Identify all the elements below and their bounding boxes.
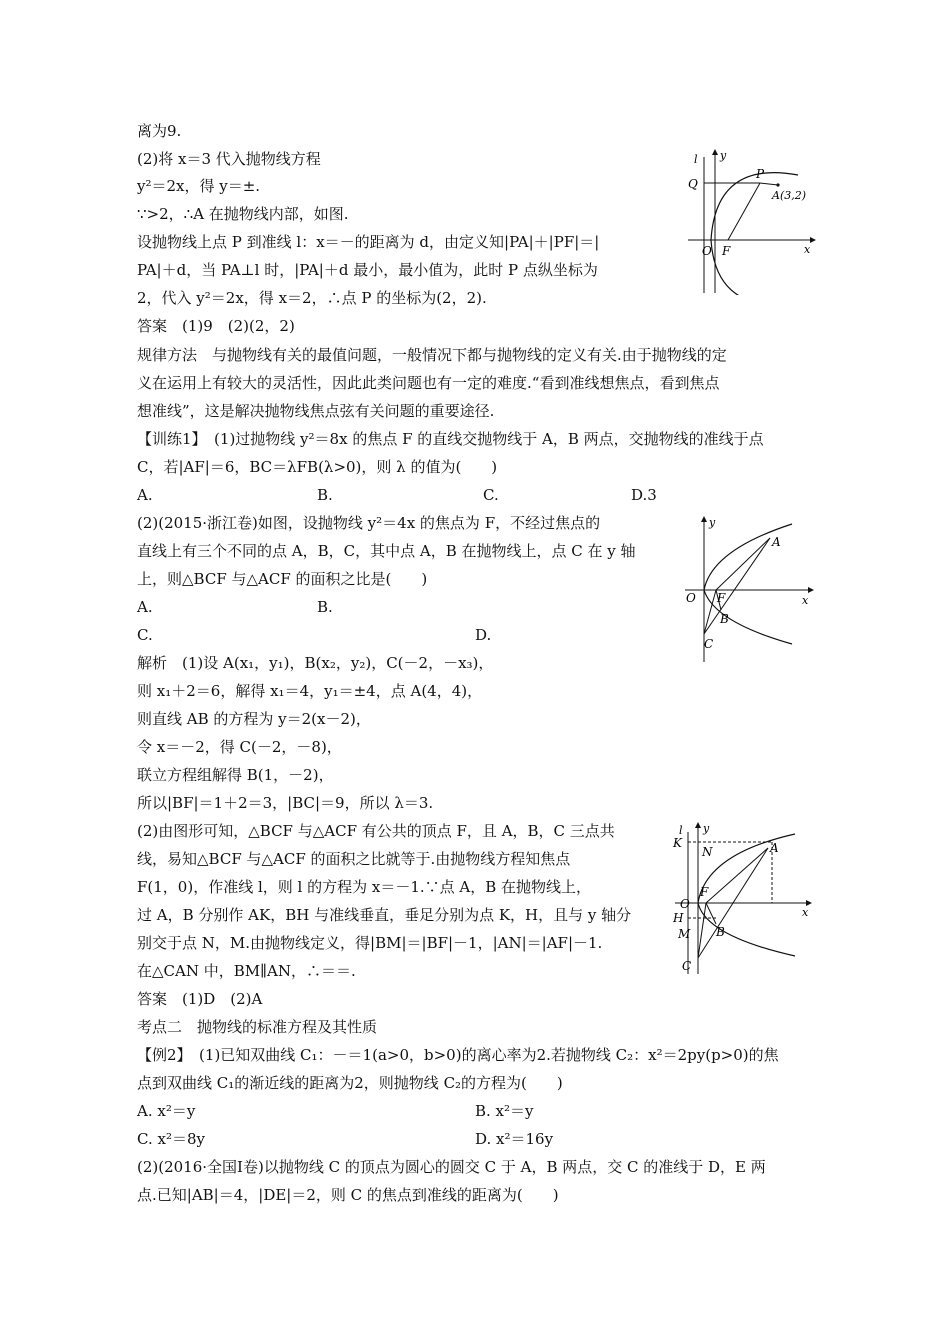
text-line: (2)(2015·浙江卷)如图，设抛物线 y²＝4x 的焦点为 F，不经过焦点的 <box>137 514 601 532</box>
segment-fc <box>704 590 716 634</box>
point-a <box>776 183 779 186</box>
label-f: F <box>717 591 726 605</box>
option-b: B. <box>317 598 333 616</box>
text-line: 上，则△BCF 与△ACF 的面积之比是( ) <box>137 570 428 588</box>
label-k: K <box>673 836 682 850</box>
label-y: y <box>720 149 727 162</box>
text-line: y²＝2x，得 y＝±. <box>137 177 261 195</box>
label-l: l <box>694 153 698 166</box>
option-a: A. <box>137 598 153 616</box>
figure-parabola-1 <box>680 145 820 295</box>
option-d: D. <box>475 626 492 644</box>
x-arrow <box>808 587 814 593</box>
y-arrow <box>712 149 718 155</box>
label-o: O <box>686 591 696 605</box>
text-line: 直线上有三个不同的点 A，B，C，其中点 A，B 在抛物线上，点 C 在 y 轴 <box>137 542 636 560</box>
text-line: F(1，0)，作准线 l，则 l 的方程为 x＝－1.∵点 A，B 在抛物线上， <box>137 878 592 896</box>
y-arrow <box>695 822 701 828</box>
segment-pf <box>728 183 760 240</box>
y-arrow <box>701 516 707 522</box>
option-d: D.3 <box>631 486 657 504</box>
text-line: 2，代入 y²＝2x，得 x＝2，∴点 P 的坐标为(2，2). <box>137 289 487 307</box>
text-line: 过 A，B 分别作 AK，BH 与准线垂直，垂足分别为点 K，H，且与 y 轴分 <box>137 906 632 924</box>
text-line: 令 x＝－2，得 C(－2，－8)， <box>137 738 342 756</box>
text-line: 义在运用上有较大的灵活性，因此此类问题也有一定的难度.“看到准线想焦点，看到焦点 <box>137 374 720 392</box>
text-line: 设抛物线上点 P 到准线 l：x＝－的距离为 d，由定义知|PA|＋|PF|＝| <box>137 233 600 251</box>
option-c: C. x²＝8y <box>137 1130 205 1148</box>
label-f: F <box>722 244 731 258</box>
segment-fa <box>706 848 768 903</box>
text-line: 在△CAN 中，BM∥AN，∴＝＝. <box>137 962 356 980</box>
label-o: O <box>702 244 712 258</box>
text-line: 解析 (1)设 A(x₁，y₁)，B(x₂，y₂)，C(－2，－x₃)， <box>137 654 494 672</box>
label-a: A(3,2) <box>772 189 807 202</box>
label-f: F <box>700 885 709 899</box>
label-l: l <box>679 824 683 837</box>
text-line: PA|＋d，当 PA⊥l 时，|PA|＋d 最小，最小值为，此时 P 点纵坐标为 <box>137 261 598 279</box>
text-line: (2)由图形可知，△BCF 与△ACF 有公共的顶点 F，且 A，B，C 三点共 <box>137 822 615 840</box>
answer-line: 答案 (1)9 (2)(2，2) <box>137 317 295 335</box>
option-a: A. <box>137 486 153 504</box>
label-a: A <box>770 841 779 855</box>
option-c: C. <box>483 486 499 504</box>
option-b: B. x²＝y <box>475 1102 534 1120</box>
text-line: 则 x₁＋2＝6，解得 x₁＝4，y₁＝±4，点 A(4，4)， <box>137 682 483 700</box>
text-line: 想准线”，这是解决抛物线焦点弦有关问题的重要途径. <box>137 402 495 420</box>
text-line: ∵>2，∴A 在抛物线内部，如图. <box>137 205 349 223</box>
label-o: O <box>680 897 690 911</box>
exercise-heading: 【训练1】 (1)过抛物线 y²＝8x 的焦点 F 的直线交抛物线于 A，B 两点，交抛物线的准线于点 <box>137 430 764 448</box>
answer-line: 答案 (1)D (2)A <box>137 990 263 1008</box>
label-b: B <box>716 925 725 939</box>
figure-parabola-3 <box>670 818 820 978</box>
option-d: D. x²＝16y <box>475 1130 554 1148</box>
label-p: P <box>756 167 765 181</box>
label-n: N <box>702 845 713 859</box>
text-line: 规律方法 与抛物线有关的最值问题，一般情况下都与抛物线的定义有关.由于抛物线的定 <box>137 346 727 364</box>
segment-fb <box>706 903 716 924</box>
label-c: C <box>682 959 692 973</box>
text-line: 线，易知△BCF 与△ACF 的面积之比就等于.由抛物线方程知焦点 <box>137 850 571 868</box>
label-h: H <box>673 911 684 925</box>
text-line: 则直线 AB 的方程为 y＝2(x－2)， <box>137 710 371 728</box>
text-line: 所以|BF|＝1＋2＝3，|BC|＝9，所以 λ＝3. <box>137 794 434 812</box>
label-x: x <box>802 906 809 919</box>
figure-parabola-2 <box>680 510 820 665</box>
label-y: y <box>709 516 716 529</box>
text-line: 别交于点 N，M.由抛物线定义，得|BM|＝|BF|－1，|AN|＝|AF|－1. <box>137 934 603 952</box>
label-a: A <box>772 535 781 549</box>
segment-pa <box>760 183 778 185</box>
x-arrow <box>810 237 816 243</box>
text-line: C，若|AF|＝6，BC＝λFB(λ>0)，则 λ 的值为( ) <box>137 458 498 476</box>
text-line: 点到双曲线 C₁的渐近线的距离为2，则抛物线 C₂的方程为( ) <box>137 1074 563 1092</box>
segment-ca <box>704 538 770 634</box>
text-line: 联立方程组解得 B(1，－2)， <box>137 766 334 784</box>
text-line: 离为9. <box>137 122 182 140</box>
label-m: M <box>678 927 691 941</box>
label-x: x <box>804 243 811 256</box>
text-line: (2)(2016·全国Ⅰ卷)以抛物线 C 的顶点为圆心的圆交 C 于 A，B 两点，交 C 的准线于 D，E 两 <box>137 1158 766 1176</box>
segment-fa <box>716 538 770 590</box>
parabola-curve <box>698 834 795 956</box>
section-heading: 考点二 抛物线的标准方程及其性质 <box>137 1018 378 1036</box>
label-c: C <box>704 637 714 651</box>
label-q: Q <box>688 177 698 191</box>
label-y: y <box>703 822 710 835</box>
option-a: A. x²＝y <box>137 1102 196 1120</box>
text-line: (2)将 x＝3 代入抛物线方程 <box>137 150 321 168</box>
text-line: 点.已知|AB|＝4，|DE|＝2，则 C 的焦点到准线的距离为( ) <box>137 1186 559 1204</box>
label-x: x <box>802 594 809 607</box>
label-b: B <box>720 612 729 626</box>
option-b: B. <box>317 486 333 504</box>
option-c: C. <box>137 626 153 644</box>
example-heading: 【例2】 (1)已知双曲线 C₁：－＝1(a>0，b>0)的离心率为2.若抛物线 C₂：x²＝2py(p>0)的焦 <box>137 1046 779 1064</box>
